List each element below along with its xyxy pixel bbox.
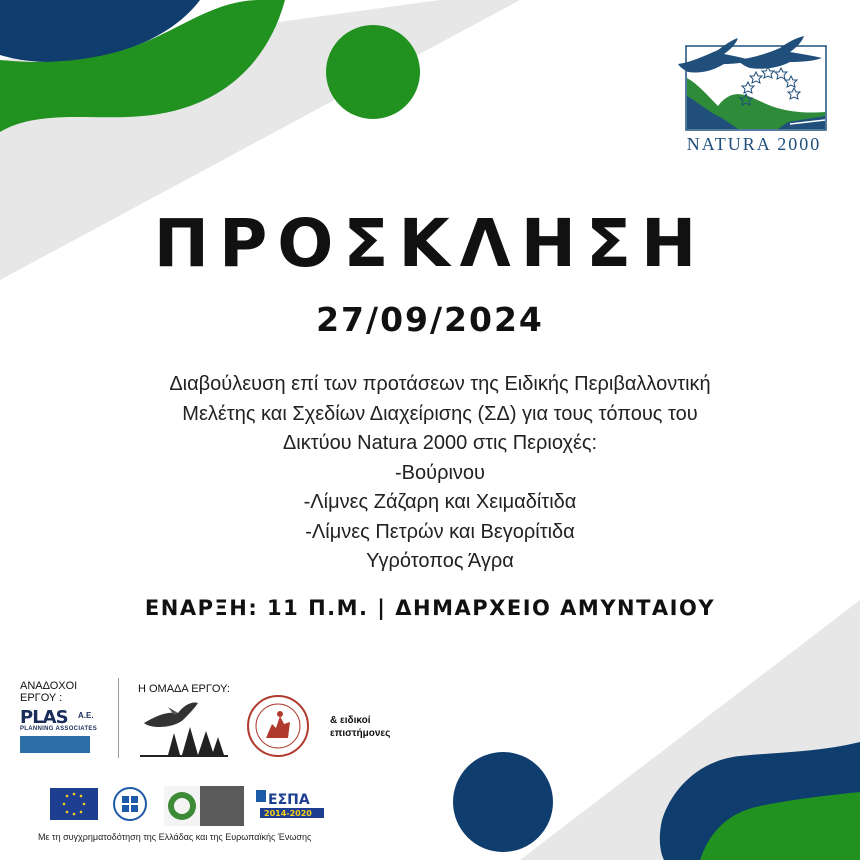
eu-flag-icon: [50, 788, 98, 820]
green-circle-top: [326, 25, 420, 119]
divider: [118, 678, 119, 758]
plas-logo: [20, 707, 100, 755]
contractors-label: ΑΝΑΔΟΧΟΙ ΕΡΓΟΥ :: [20, 680, 78, 704]
greek-emblem-icon: [114, 788, 146, 820]
plas-logo-text: PLAS: [20, 707, 68, 728]
body-line: Δικτύου Natura 2000 στις Περιοχές:: [282, 432, 598, 454]
experts-label: & ειδικοί επιστήμονες: [330, 715, 391, 739]
co-funding-note: Με τη συγχρηματοδότηση της Ελλάδας και της Ευρωπαϊκής Ένωσης: [38, 832, 312, 842]
invitation-body: [100, 370, 780, 577]
espa-years: 2014-2020: [264, 809, 312, 818]
plas-subtitle: PLANNING ASSOCIATES: [20, 726, 98, 732]
body-line: Διαβούλευση επί των προτάσεων της Ειδικής Περιβαλλοντική: [169, 373, 711, 395]
natura-2000-logo: [678, 36, 830, 160]
area-item-vourinos: -Βούρινου: [395, 461, 485, 484]
body-line: Μελέτης και Σχεδίων Διαχείρισης (ΣΔ) για τους τόπους του: [182, 402, 698, 425]
team-label: Η ΟΜΑΔΑ ΕΡΓΟΥ:: [138, 683, 230, 695]
navy-circle-bottom: [453, 752, 553, 852]
university-seal-icon: [246, 694, 310, 758]
partner-badge-icon: [20, 736, 90, 753]
espa-text: ΕΣΠΑ: [268, 792, 310, 808]
ministry-environment-logo-icon: [164, 786, 244, 826]
area-item-petron: -Λίμνες Πετρών και Βεγορίτιδα: [305, 520, 575, 543]
natura-emblem-icon: [678, 36, 830, 132]
invitation-title: ΠΡΟΣΚΛΗΣΗ: [153, 205, 707, 282]
event-start-location: ΕΝΑΡΞΗ: 11 Π.Μ. | ΔΗΜΑΡΧΕΙΟ ΑΜΥΝΤΑΙΟΥ: [144, 596, 716, 620]
bird-forest-logo-icon: [138, 697, 230, 759]
funding-logos: [50, 784, 340, 828]
natura-2000-text: NATURA 2000: [686, 134, 822, 154]
area-item-zazari: -Λίμνες Ζάζαρη και Χειμαδίτιδα: [303, 491, 577, 513]
invitation-date: 27/09/2024: [316, 300, 544, 339]
espa-logo-icon: [256, 786, 324, 826]
plas-suffix: A.E.: [78, 711, 94, 720]
area-item-agra: Υγρότοπος Άγρα: [366, 550, 514, 572]
